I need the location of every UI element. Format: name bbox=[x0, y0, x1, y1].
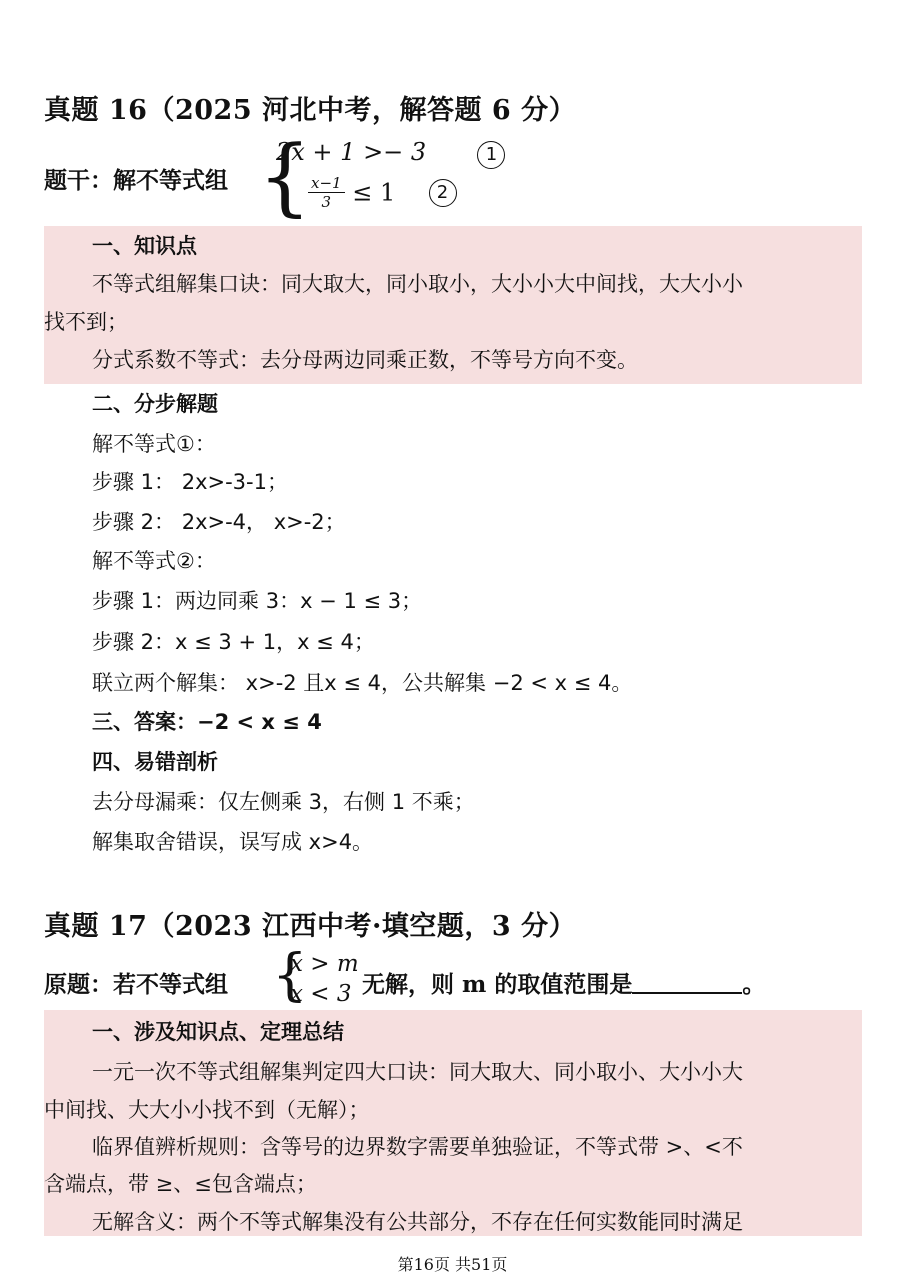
q17-stem-label: 原题：若不等式组 bbox=[44, 971, 228, 998]
q17-title: 真题 17（2023 江西中考·填空题，3 分） bbox=[44, 911, 577, 942]
q16-knowledge-heading: 一、知识点 bbox=[92, 234, 197, 258]
q16-answer: 三、答案：−2 < x ≤ 4 bbox=[92, 710, 322, 734]
circled-number-2: 2 bbox=[429, 179, 457, 207]
q17-knowledge-line: 无解含义：两个不等式解集没有公共部分，不存在任何实数能同时满足 bbox=[92, 1210, 743, 1234]
q17-knowledge-line: 一元一次不等式组解集判定四大口诀：同大取大、同小取小、大小小大 bbox=[92, 1060, 743, 1084]
q16-steps-heading: 二、分步解题 bbox=[92, 392, 218, 416]
q16-knowledge-line: 找不到； bbox=[44, 310, 128, 334]
q16-step-line: 步骤 2：x ≤ 3 + 1，x ≤ 4； bbox=[92, 630, 375, 654]
q17-knowledge-line: 临界值辨析规则：含等号的边界数字需要单独验证，不等式带 >、<不 bbox=[92, 1135, 743, 1159]
q17-system-brace: { bbox=[272, 943, 308, 1008]
q17-knowledge-line: 含端点，带 ≥、≤包含端点； bbox=[44, 1172, 317, 1196]
q16-system-brace: { bbox=[258, 127, 312, 225]
q17-knowledge-line: 中间找、大大小小找不到（无解）； bbox=[44, 1098, 370, 1122]
q16-title: 真题 16（2025 河北中考，解答题 6 分） bbox=[44, 95, 577, 126]
q16-step-line: 解不等式①： bbox=[92, 432, 216, 456]
q16-inequality-2: $\frac{x-1}{3}$ ≤ 1 2 bbox=[308, 174, 457, 211]
q16-error-line: 去分母漏乘：仅左侧乘 3，右侧 1 不乘； bbox=[92, 790, 475, 814]
q17-stem-text: 无解，则 m 的取值范围是 。 bbox=[362, 971, 766, 998]
q16-knowledge-line: 不等式组解集口诀：同大取大，同小取小，大小小大中间找，大大小小 bbox=[92, 272, 743, 296]
answer-blank bbox=[632, 970, 742, 994]
page-footer: 第16页 共51页 bbox=[397, 1255, 508, 1274]
q16-errors-heading: 四、易错剖析 bbox=[92, 750, 218, 774]
q16-step-line: 步骤 1：两边同乘 3：x − 1 ≤ 3； bbox=[92, 589, 423, 613]
q17-inequality-2: x < 3 bbox=[290, 981, 352, 1007]
q16-step-line: 解不等式②： bbox=[92, 549, 216, 573]
q17-inequality-1: x > m bbox=[290, 951, 359, 977]
q16-step-line: 步骤 2： 2x>-4， x>-2； bbox=[92, 510, 346, 534]
circled-number-1: 1 bbox=[477, 141, 505, 169]
q16-error-line: 解集取舍错误，误写成 x>4。 bbox=[92, 830, 374, 854]
q16-step-line: 步骤 1： 2x>-3-1； bbox=[92, 470, 288, 494]
q16-step-line: 联立两个解集： x>-2 且x ≤ 4，公共解集 −2 < x ≤ 4。 bbox=[92, 671, 633, 695]
q16-inequality-1: 2x + 1 >− 3 1 bbox=[276, 138, 505, 169]
q16-stem-label: 题干：解不等式组 bbox=[44, 167, 228, 194]
q17-knowledge-heading: 一、涉及知识点、定理总结 bbox=[92, 1020, 344, 1044]
q16-knowledge-line: 分式系数不等式：去分母两边同乘正数，不等号方向不变。 bbox=[92, 348, 638, 372]
